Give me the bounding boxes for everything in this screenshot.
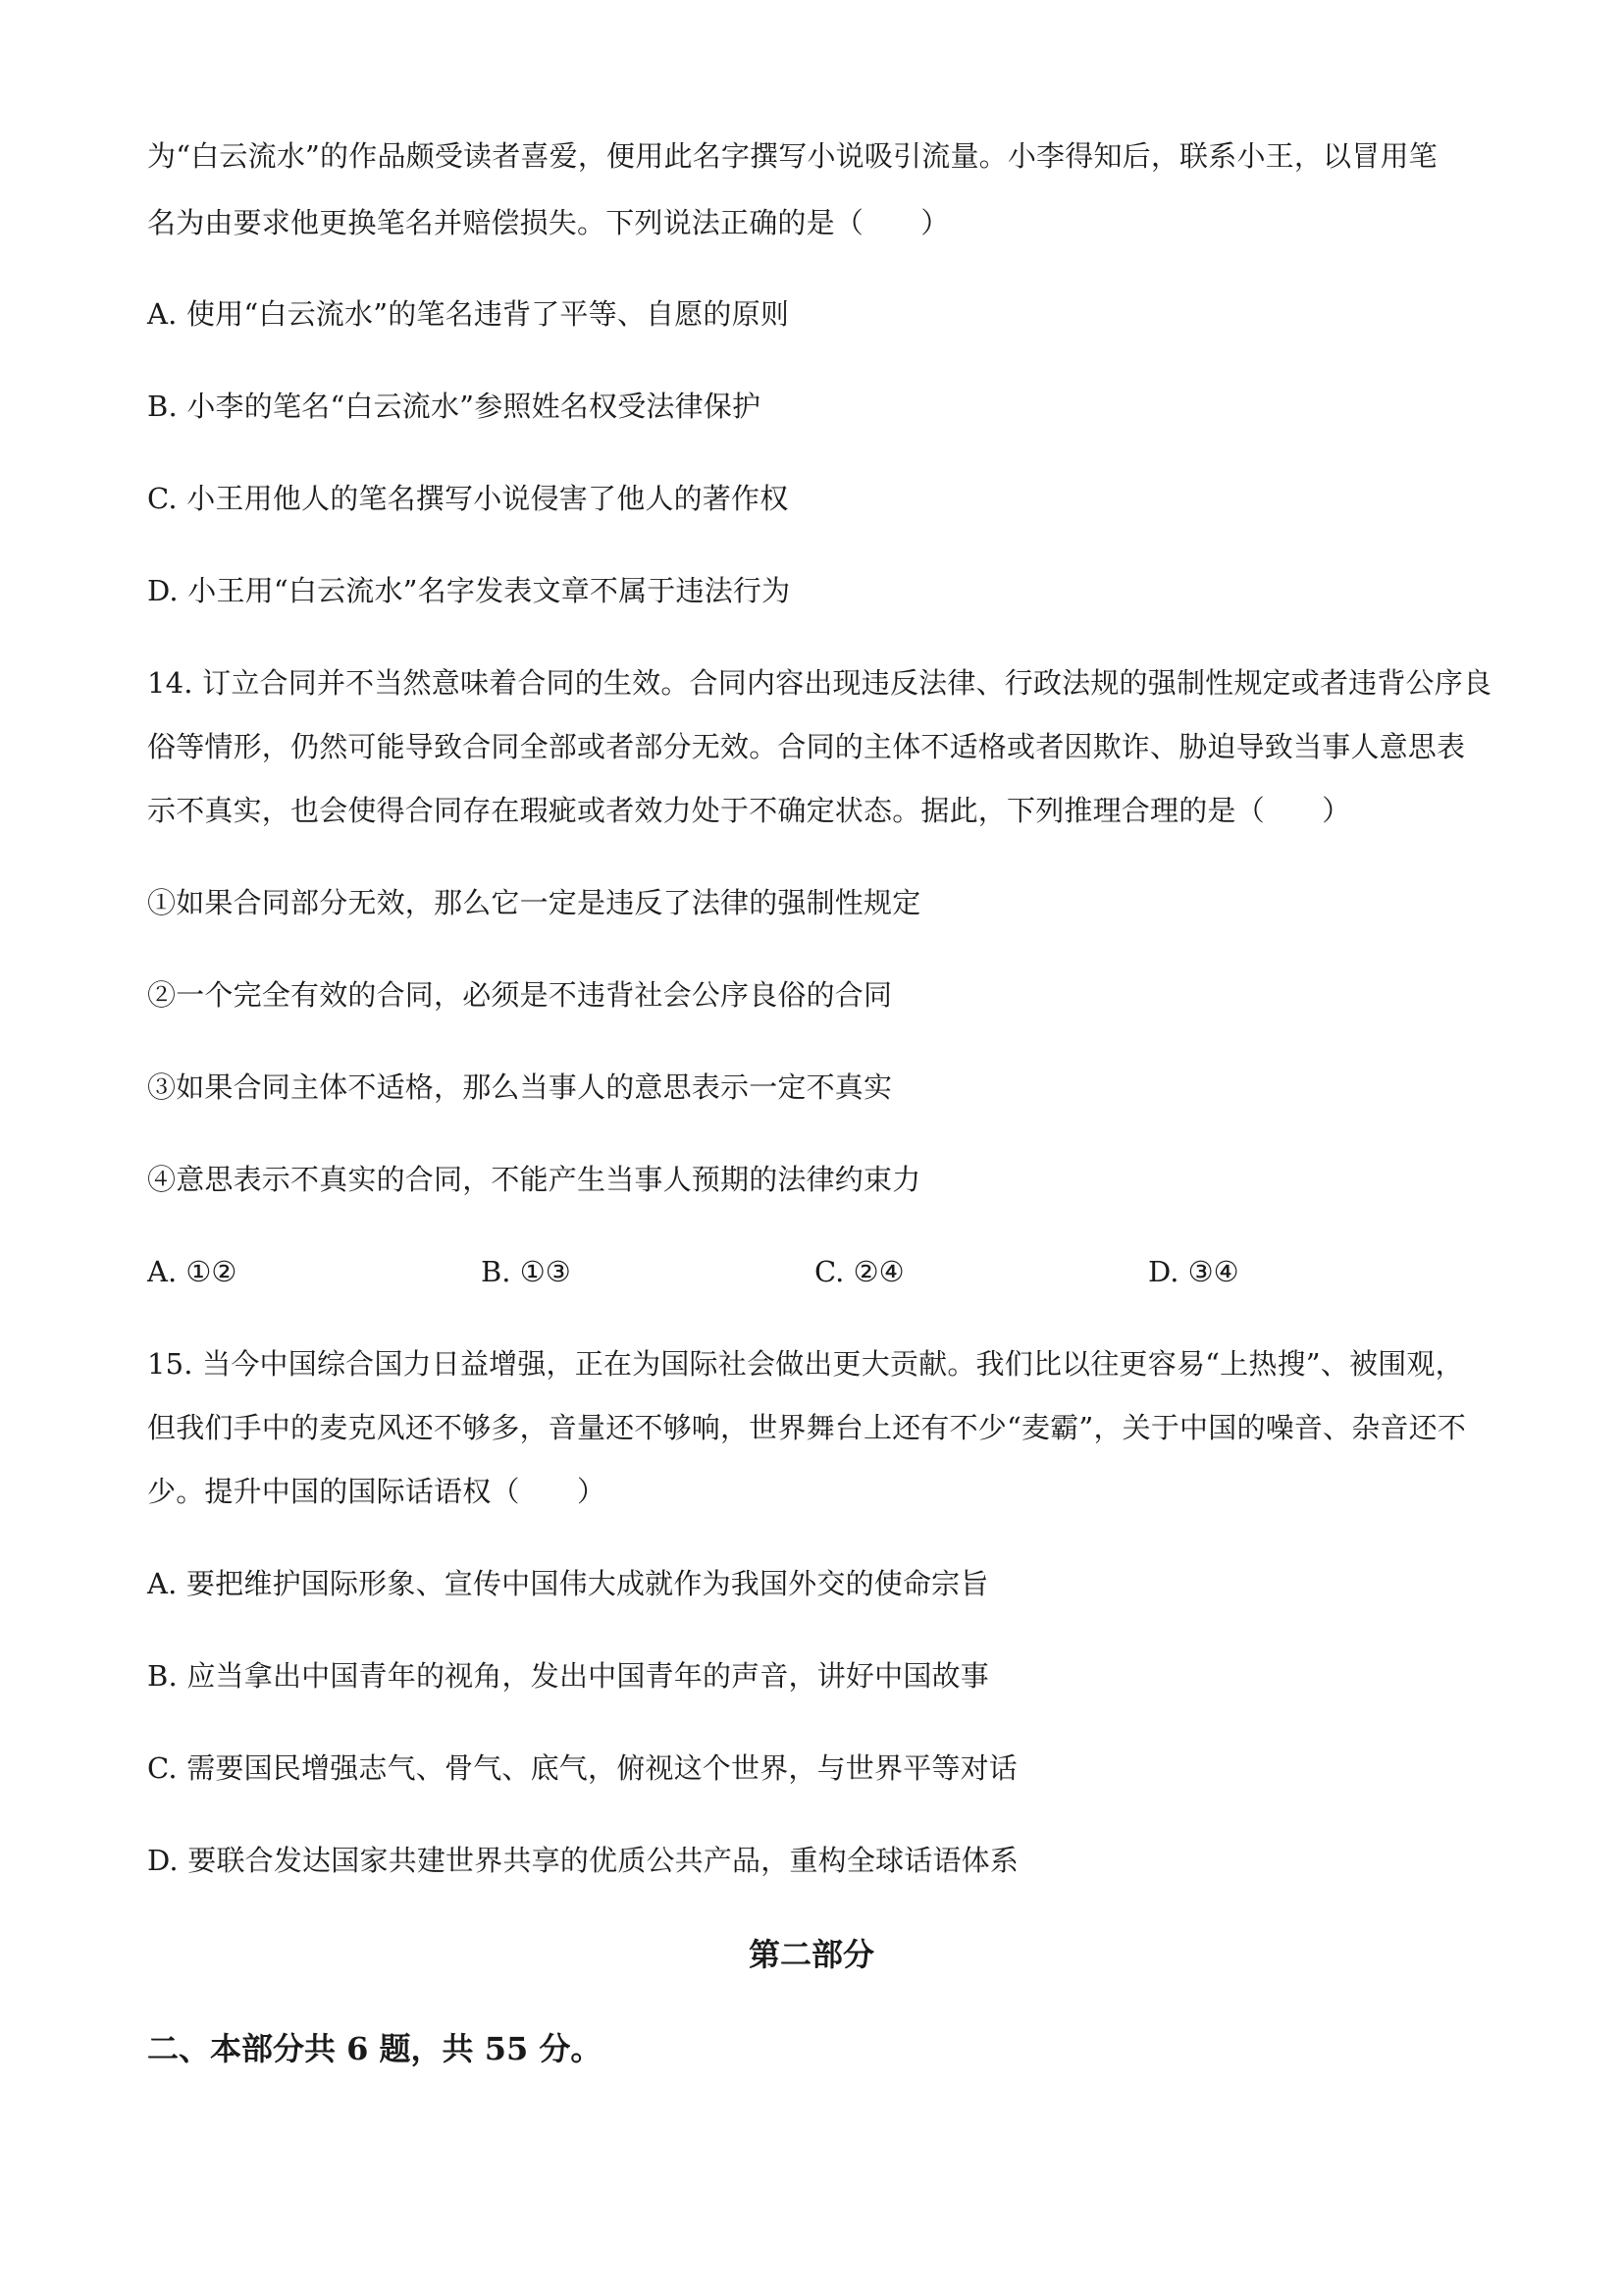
- q15-option-c: C. 需要国民增强志气、骨气、底气，俯视这个世界，与世界平等对话: [147, 1751, 1018, 1785]
- q14-choice-b: B. ①③: [481, 1255, 571, 1288]
- q14-statement-3: ③如果合同主体不适格，那么当事人的意思表示一定不真实: [147, 1070, 893, 1104]
- q14-statement-1: ①如果合同部分无效，那么它一定是违反了法律的强制性规定: [147, 886, 921, 919]
- q13-option-a: A. 使用“白云流水”的笔名违背了平等、自愿的原则: [147, 297, 790, 331]
- q14-stem-line-1: 14. 订立合同并不当然意味着合同的生效。合同内容出现违反法律、行政法规的强制性规定或者违背公序良: [147, 666, 1492, 700]
- q15-option-b: B. 应当拿出中国青年的视角，发出中国青年的声音，讲好中国故事: [147, 1659, 989, 1693]
- q14-statement-2: ②一个完全有效的合同，必须是不违背社会公序良俗的合同: [147, 978, 893, 1012]
- q14-stem-line-3: 示不真实，也会使得合同存在瑕疵或者效力处于不确定状态。据此，下列推理合理的是（ ）: [147, 794, 1351, 827]
- q14-statement-4: ④意思表示不真实的合同，不能产生当事人预期的法律约束力: [147, 1163, 921, 1196]
- q14-choice-c: C. ②④: [814, 1255, 905, 1288]
- q13-option-c: C. 小王用他人的笔名撰写小说侵害了他人的著作权: [147, 482, 789, 515]
- q15-option-d: D. 要联合发达国家共建世界共享的优质公共产品，重构全球话语体系: [147, 1844, 1020, 1877]
- q14-stem-line-2: 俗等情形，仍然可能导致合同全部或者部分无效。合同的主体不适格或者因欺诈、胁迫导致当事人意思表: [147, 730, 1466, 763]
- q13-stem-line-2: 名为由要求他更换笔名并赔偿损失。下列说法正确的是（ ）: [147, 206, 950, 239]
- q14-choices: [147, 1254, 1492, 1289]
- q15-stem-line-2: 但我们手中的麦克风还不够多，音量还不够响，世界舞台上还有不少“麦霸”，关于中国的噪音、杂音还不: [147, 1411, 1467, 1444]
- q13-option-b: B. 小李的笔名“白云流水”参照姓名权受法律保护: [147, 390, 761, 423]
- q15-stem-line-1: 15. 当今中国综合国力日益增强，正在为国际社会做出更大贡献。我们比以往更容易“上热搜”、被围观，: [147, 1347, 1464, 1381]
- part-two-title: 第二部分: [748, 1936, 874, 1973]
- q13-stem-line-1: 为“白云流水”的作品颇受读者喜爱，便用此名字撰写小说吸引流量。小李得知后，联系小王，以冒用笔: [147, 139, 1438, 173]
- q15-stem-line-3: 少。提升中国的国际话语权（ ）: [147, 1475, 606, 1508]
- part-two-heading: 二、本部分共 6 题，共 55 分。: [147, 2030, 602, 2067]
- q14-choice-a: A. ①②: [147, 1255, 237, 1288]
- q15-option-a: A. 要把维护国际形象、宣传中国伟大成就作为我国外交的使命宗旨: [147, 1567, 989, 1600]
- q14-choice-d: D. ③④: [1148, 1255, 1239, 1288]
- q13-option-d: D. 小王用“白云流水”名字发表文章不属于违法行为: [147, 574, 791, 607]
